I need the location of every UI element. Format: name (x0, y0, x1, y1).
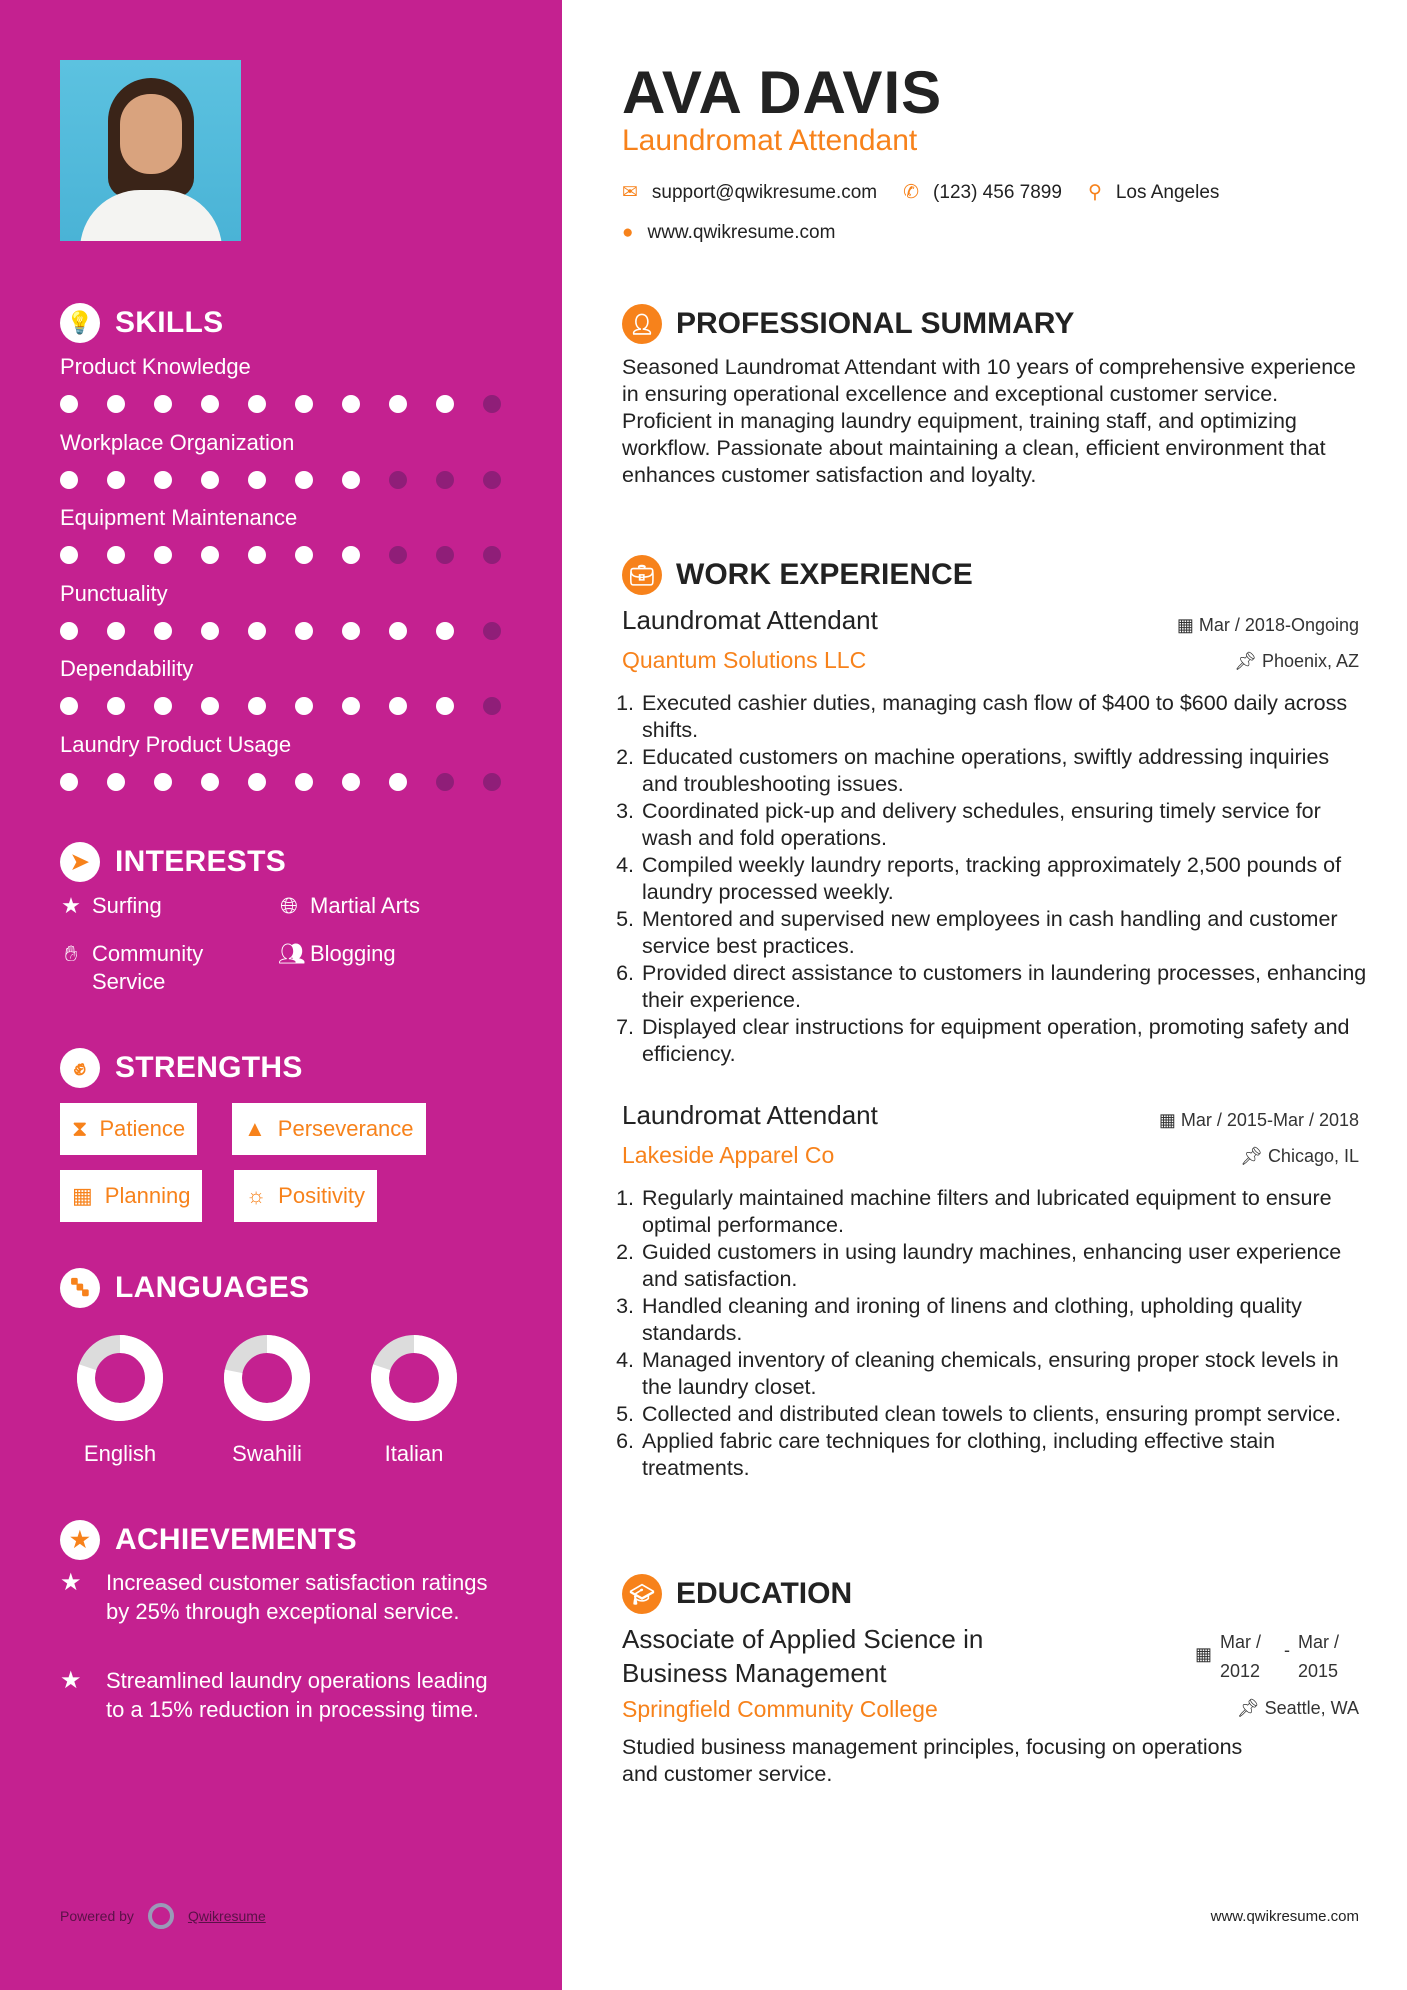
powered-by (60, 1903, 266, 1929)
rating-dot-filled (201, 773, 219, 791)
job-title: Laundromat Attendant (622, 605, 878, 635)
rating-dot-filled (107, 697, 125, 715)
job-bullet: 2. Guided customers in using laundry machines, enhancing user experience and satisfaction. (640, 1239, 1367, 1293)
powered-by-label: Powered by (60, 1908, 134, 1924)
interest-item (278, 892, 420, 920)
sidebar (0, 0, 562, 1990)
pin-icon: 📌︎ (1234, 651, 1262, 671)
rating-dot-filled (342, 697, 360, 715)
graduation-icon: 🎓︎ (622, 1574, 662, 1614)
skill-label: Product Knowledge (60, 354, 251, 379)
rating-dot-empty (389, 471, 407, 489)
rating-dot-empty (483, 697, 501, 715)
language-label: Swahili (232, 1441, 302, 1466)
rating-dot-filled (342, 395, 360, 413)
skill-label: Workplace Organization (60, 429, 295, 455)
rating-dot-empty (389, 546, 407, 564)
education-description: Studied business management principles, focusing on operations and customer service. (622, 1735, 1243, 1786)
language-donut (369, 1333, 459, 1423)
rating-dot-empty (483, 546, 501, 564)
calendar-icon: ▦ (1158, 1110, 1181, 1130)
degree: Associate of Applied Science in Business Management (622, 1624, 984, 1688)
summary-heading (622, 304, 1074, 344)
job-location (1240, 1146, 1359, 1167)
rating-dot-filled (295, 697, 313, 715)
skills-title: SKILLS (115, 306, 224, 339)
interest-label: Surfing (92, 893, 162, 918)
paper-plane-icon: ➤ (60, 842, 100, 882)
rating-dot-filled (389, 395, 407, 413)
languages-heading (60, 1268, 309, 1308)
strengths-title: STRENGTHS (115, 1051, 303, 1084)
company-name: Lakeside Apparel Co (622, 1142, 835, 1168)
rating-dot-filled (107, 773, 125, 791)
job-bullet: 5. Collected and distributed clean towels to clients, ensuring prompt service. (640, 1401, 1367, 1428)
skill-rating (60, 395, 501, 413)
donut-chart (369, 1333, 459, 1423)
rating-dot-filled (154, 471, 172, 489)
interest-item (60, 892, 162, 920)
translate-icon: 🔤︎ (60, 1268, 100, 1308)
rating-dot-filled (154, 395, 172, 413)
interest-item (60, 940, 260, 996)
phone: (123) 456 7899 (933, 181, 1062, 203)
users-icon: 👥︎ (278, 941, 306, 966)
skill-label: Dependability (60, 656, 194, 681)
rating-dot-filled (436, 395, 454, 413)
company-name: Quantum Solutions LLC (622, 647, 867, 673)
job-bullet: 4. Managed inventory of cleaning chemicals, ensuring proper stock levels in the laundry closet. (640, 1347, 1367, 1401)
pin-icon: 📌︎ (1240, 1146, 1268, 1166)
rating-dot-empty (483, 395, 501, 413)
job-title: Laundromat Attendant (622, 1100, 878, 1130)
rating-dot-filled (60, 622, 78, 640)
pin-icon: 📌︎ (1236, 1698, 1265, 1718)
interests-heading (60, 842, 286, 882)
rating-dot-filled (107, 395, 125, 413)
rating-dot-filled (389, 622, 407, 640)
star-badge-icon: ★ (60, 1520, 100, 1560)
calendar-icon: ▦ (1176, 615, 1199, 635)
rating-dot-filled (248, 546, 266, 564)
rating-dot-filled (436, 622, 454, 640)
skill-rating (60, 697, 501, 715)
job-location-text: Chicago, IL (1267, 1146, 1359, 1166)
rating-dot-empty (436, 471, 454, 489)
rating-dot-filled (436, 697, 454, 715)
language-label: English (83, 1441, 157, 1466)
summary-title: PROFESSIONAL SUMMARY (676, 307, 1075, 340)
strength-chip (60, 1103, 197, 1155)
calendar-icon: ▦ (72, 1183, 93, 1208)
interest-label: Blogging (310, 941, 396, 966)
rating-dot-filled (154, 773, 172, 791)
rating-dot-filled (154, 622, 172, 640)
job-bullet: 7. Displayed clear instructions for equipment operation, promoting safety and efficiency. (640, 1014, 1367, 1068)
contact-row (622, 181, 1219, 204)
interest-item (278, 940, 396, 968)
job-dates (1159, 1110, 1359, 1131)
rating-dot-filled (60, 395, 78, 413)
job-bullet: 1. Regularly maintained machine filters and lubricated equipment to ensure optimal performance. (640, 1185, 1367, 1239)
skill-label: Punctuality (60, 580, 168, 606)
job-location (1234, 651, 1359, 672)
envelope-icon: ✉ (622, 182, 638, 203)
rating-dot-filled (60, 697, 78, 715)
rating-dot-filled (154, 697, 172, 715)
education-title: EDUCATION (676, 1577, 853, 1610)
achievement-text: Streamlined laundry operations leading to a 15% reduction in processing time. (106, 1668, 488, 1722)
school: Springfield Community College (622, 1696, 938, 1722)
rating-dot-empty (436, 773, 454, 791)
education-dates (1195, 1628, 1354, 1686)
languages-title: LANGUAGES (115, 1271, 310, 1304)
job-bullet: 6. Provided direct assistance to customers in laundering processes, enhancing their experience. (640, 960, 1367, 1014)
rating-dot-filled (248, 697, 266, 715)
profile-photo (60, 60, 241, 241)
user-icon: 👤︎ (622, 304, 662, 344)
candidate-name: AVA DAVIS (622, 59, 943, 126)
job-dates-text: Mar / 2015-Mar / 2018 (1180, 1110, 1359, 1130)
skill-rating (60, 546, 501, 564)
strength-label: Planning (104, 1183, 191, 1208)
skill-rating (60, 773, 501, 791)
rating-dot-filled (342, 622, 360, 640)
achievements-title: ACHIEVEMENTS (115, 1523, 357, 1556)
job-bullet: 3. Handled cleaning and ironing of linens and clothing, upholding quality standards. (640, 1293, 1367, 1347)
language-donut (222, 1333, 312, 1423)
job-bullets (622, 690, 1367, 1068)
hand-icon: ✋︎ (64, 941, 78, 966)
rating-dot-filled (107, 622, 125, 640)
rating-dot-filled (295, 395, 313, 413)
rating-dot-filled (107, 546, 125, 564)
rating-dot-filled (248, 773, 266, 791)
fist-icon: ✊︎ (60, 1048, 100, 1088)
job-bullet: 2. Educated customers on machine operations, swiftly addressing inquiries and troubleshooting issues. (640, 744, 1367, 798)
language-label: Italian (384, 1441, 444, 1466)
hourglass-icon: ⧗ (72, 1116, 88, 1141)
rating-dot-empty (483, 773, 501, 791)
rating-dot-filled (342, 471, 360, 489)
map-pin-icon: ⚲ (1087, 182, 1102, 203)
interest-label: Martial Arts (310, 893, 421, 918)
strengths-heading (60, 1048, 303, 1088)
rating-dot-filled (295, 471, 313, 489)
job-bullet: 5. Mentored and supervised new employees in cash handling and customer service best practices. (640, 906, 1367, 960)
strength-chip (232, 1103, 426, 1155)
donut-chart (222, 1333, 312, 1423)
skill-rating (60, 471, 501, 489)
strength-label: Perseverance (277, 1116, 414, 1141)
job-bullet: 6. Applied fabric care techniques for clothing, including effective stain treatments. (640, 1428, 1367, 1482)
location: Los Angeles (1115, 181, 1220, 203)
rating-dot-filled (154, 546, 172, 564)
strength-label: Patience (99, 1116, 186, 1141)
summary-text: Seasoned Laundromat Attendant with 10 years of comprehensive experience in ensuring operational excellence and exceptional customer service. Proficient in managing laundry equipment, training staff, and optimizing workflow. Passionate about maintaining a clean, efficient environment that enhances customer satisfaction and loyalty. (622, 355, 1356, 487)
rating-dot-filled (201, 471, 219, 489)
star-icon: ★ (61, 893, 81, 918)
qwikresume-logo-icon (148, 1903, 174, 1929)
qwikresume-link[interactable]: Qwikresume (187, 1908, 266, 1924)
experience-heading (622, 555, 973, 595)
job-location-text: Phoenix, AZ (1261, 651, 1359, 671)
education-end: Mar / 2015 (1298, 1632, 1340, 1681)
rating-dot-filled (295, 622, 313, 640)
email[interactable]: support@qwikresume.com (651, 181, 878, 203)
rating-dot-filled (201, 395, 219, 413)
rating-dot-filled (60, 546, 78, 564)
skill-rating (60, 622, 501, 640)
rating-dot-filled (342, 773, 360, 791)
job-dates (1177, 615, 1359, 636)
experience-title: WORK EXPERIENCE (676, 558, 973, 591)
rating-dot-filled (389, 697, 407, 715)
rating-dot-filled (248, 395, 266, 413)
achievement-text: Increased customer satisfaction ratings by 25% through exceptional service. (106, 1570, 488, 1624)
date-separator: - (1284, 1640, 1291, 1660)
job-bullets (622, 1185, 1367, 1482)
rating-dot-filled (295, 773, 313, 791)
calendar-icon: ▦ (1195, 1644, 1213, 1664)
skills-heading (60, 303, 223, 343)
rating-dot-filled (295, 546, 313, 564)
rating-dot-empty (483, 471, 501, 489)
skill-label: Equipment Maintenance (60, 505, 298, 530)
footer-website[interactable]: www.qwikresume.com (1210, 1908, 1359, 1925)
achievements-heading (60, 1520, 357, 1560)
interests-title: INTERESTS (115, 845, 287, 878)
star-icon: ★ (60, 1667, 82, 1694)
rating-dot-filled (389, 773, 407, 791)
job-bullet: 1. Executed cashier duties, managing cash flow of $400 to $600 daily across shifts. (640, 690, 1367, 744)
strength-chip (60, 1170, 202, 1222)
rating-dot-filled (248, 471, 266, 489)
donut-chart (75, 1333, 165, 1423)
globe-icon: 🌐︎ (280, 893, 298, 918)
globe-icon: ● (622, 222, 634, 243)
lightbulb-icon: 💡 (60, 303, 100, 343)
rating-dot-filled (201, 622, 219, 640)
job-dates-text: Mar / 2018-Ongoing (1198, 615, 1359, 635)
rating-dot-filled (248, 622, 266, 640)
achievement-item (60, 1666, 500, 1724)
sun-icon: ☼ (246, 1183, 267, 1208)
rating-dot-filled (60, 773, 78, 791)
job-bullet: 3. Coordinated pick-up and delivery schedules, ensuring timely service for wash and fold operations. (640, 798, 1367, 852)
education-location-text: Seattle, WA (1264, 1698, 1359, 1718)
education-location (1237, 1698, 1359, 1719)
rating-dot-filled (342, 546, 360, 564)
rating-dot-filled (107, 471, 125, 489)
star-icon: ★ (60, 1569, 82, 1596)
achievement-item (60, 1568, 500, 1626)
skill-label: Laundry Product Usage (60, 731, 292, 757)
strength-label: Positivity (278, 1183, 365, 1208)
job-bullet: 4. Compiled weekly laundry reports, tracking approximately 2,500 pounds of laundry processed weekly. (640, 852, 1367, 906)
website[interactable]: www.qwikresume.com (647, 222, 836, 243)
rating-dot-filled (60, 471, 78, 489)
rating-dot-empty (436, 546, 454, 564)
language-donut (75, 1333, 165, 1423)
rating-dot-empty (483, 622, 501, 640)
phone-icon: ✆ (903, 182, 920, 203)
strength-chip (234, 1170, 377, 1222)
website-row (622, 222, 835, 244)
road-icon: ▲ (244, 1116, 266, 1141)
education-heading (622, 1574, 852, 1614)
rating-dot-filled (201, 697, 219, 715)
briefcase-icon: 💼︎ (622, 555, 662, 595)
interest-label: Community Service (92, 941, 204, 994)
job-title: Laundromat Attendant (622, 124, 918, 157)
education-start: Mar / 2012 (1220, 1632, 1262, 1681)
rating-dot-filled (201, 546, 219, 564)
